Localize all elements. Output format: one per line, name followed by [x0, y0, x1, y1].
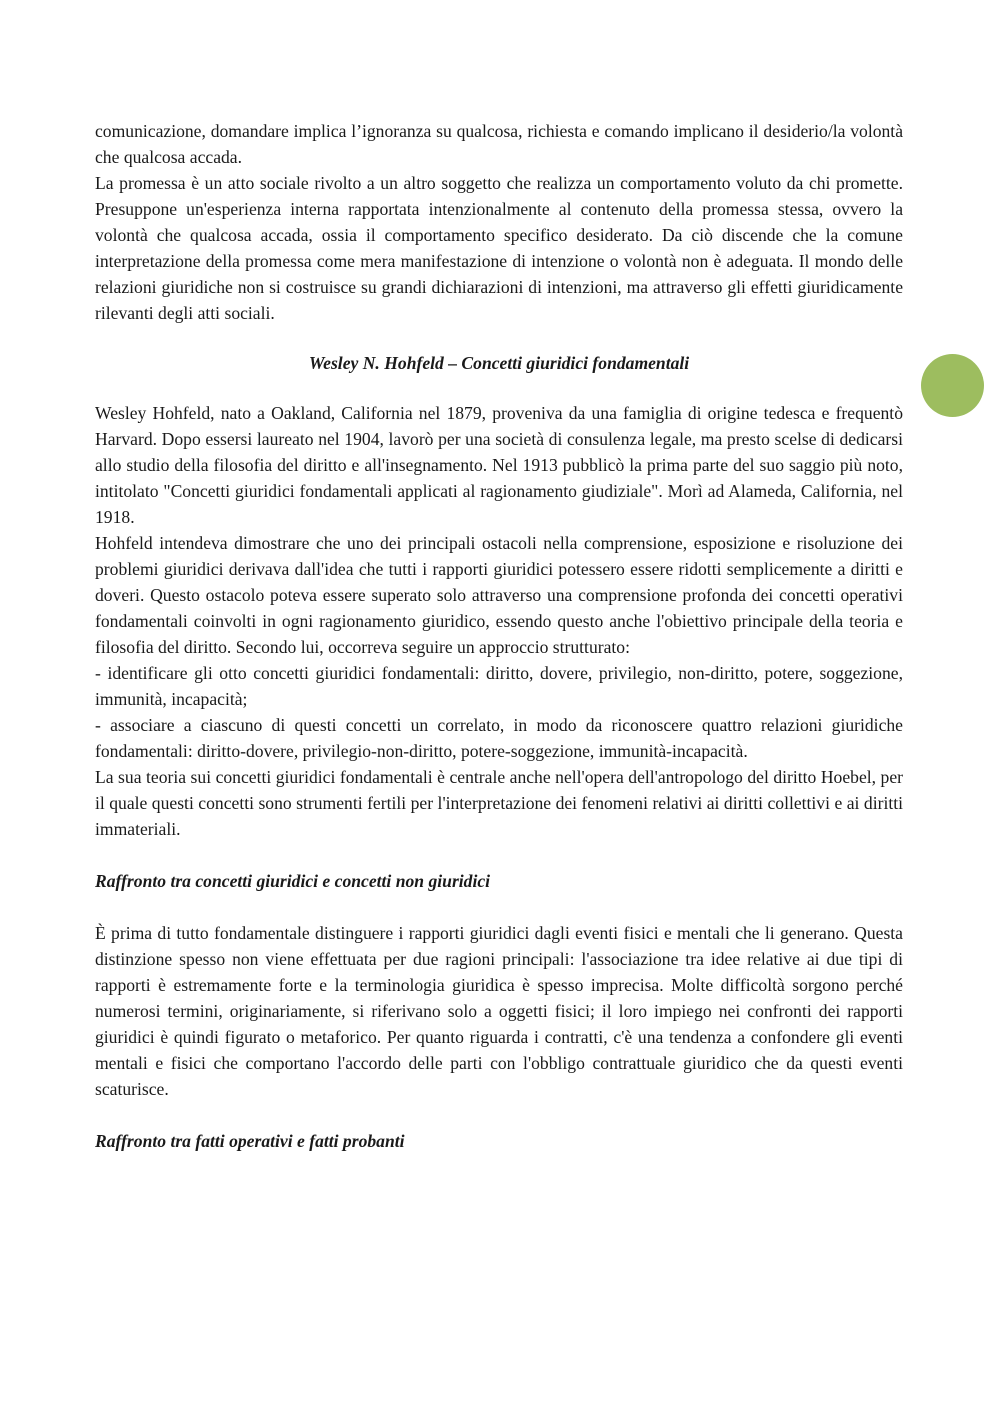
section-title-hohfeld: Wesley N. Hohfeld – Concetti giuridici fondamentali — [308, 353, 690, 373]
hohfeld-paragraph-bio: Wesley Hohfeld, nato a Oakland, California nel 1879, proveniva da una famiglia di origine tedesca e frequentò Harvard. Dopo essersi laureato nel 1904, lavorò per una società di consulenza legale, ma presto scelse di dedicarsi allo studio della filosofia del diritto e all'insegnamento. Nel 1913 pubblicò la prima parte del suo saggio più noto, intitolato "Concetti giuridici fondamentali applicati al ragionamento giudiziale". Morì ad Alameda, California, nel 1918. — [95, 403, 903, 527]
section-marker-dot — [921, 354, 984, 417]
subsection-title-concetti: Raffronto tra concetti giuridici e concetti non giuridici — [95, 871, 491, 891]
intro-paragraph-2: La promessa è un atto sociale rivolto a un altro soggetto che realizza un comportamento voluto da chi promette. Presuppone un'esperienza interna rapportata intenzionalmente al contenuto della promessa stessa, ovvero la volontà che qualcosa accada, ossia il comportamento specifico desiderato. Da ciò discende che la comune interpretazione della promessa come mera manifestazione di intenzione o volontà non è adeguata. Il mondo delle relazioni giuridiche non si costruisce su grandi dichiarazioni di intenzioni, ma attraverso gli effetti giuridicamente rilevanti degli atti sociali. — [95, 173, 903, 323]
intro-paragraph-1: comunicazione, domandare implica l’ignoranza su qualcosa, richiesta e comando implicano il desiderio/la volontà che qualcosa accada. — [95, 121, 903, 167]
hohfeld-list-item-2: - associare a ciascuno di questi concetti un correlato, in modo da riconoscere quattro relazioni giuridiche fondamentali: diritto-dovere, privilegio-non-diritto, potere-soggezione, immunità-incapacità. — [95, 715, 903, 761]
subsection-title-fatti: Raffronto tra fatti operativi e fatti probanti — [95, 1131, 405, 1151]
raffronto-paragraph: È prima di tutto fondamentale distinguere i rapporti giuridici dagli eventi fisici e mentali che li generano. Questa distinzione spesso non viene effettuata per due ragioni principali: l'associazione tra idee relative ai due tipi di rapporti è estremamente forte e la terminologia giuridica è spesso imprecisa. Molte difficoltà sorgono perché numerosi termini, originariamente, si riferivano solo a oggetti fisici; il loro impiego nei confronti dei rapporti giuridici è quindi figurato o metaforico. Per quanto riguarda i contratti, c'è una tendenza a confondere gli eventi mentali e fisici che comportano l'accordo delle parti con l'obbligo contrattuale giuridico che da questi eventi scaturisce. — [95, 923, 903, 1099]
document-page — [95, 118, 903, 1180]
hohfeld-paragraph-aim: Hohfeld intendeva dimostrare che uno dei principali ostacoli nella comprensione, esposizione e risoluzione dei problemi giuridici derivava dall'idea che tutti i rapporti giuridici potessero essere ridotti semplicemente a diritti e doveri. Questo ostacolo poteva essere superato solo attraverso una comprensione profonda dei concetti operativi fondamentali coinvolti in ogni ragionamento giuridico, essendo questo anche l'obiettivo principale della teoria e filosofia del diritto. Secondo lui, occorreva seguire un approccio strutturato: — [95, 533, 903, 657]
hohfeld-list-item-1: - identificare gli otto concetti giuridici fondamentali: diritto, dovere, privilegio, non-diritto, potere, soggezione, immunità, incapacità; — [95, 663, 903, 709]
hohfeld-paragraph-hoebel: La sua teoria sui concetti giuridici fondamentali è centrale anche nell'opera dell'antropologo del diritto Hoebel, per il quale questi concetti sono strumenti fertili per l'interpretazione dei fenomeni relativi ai diritti collettivi e ai diritti immateriali. — [95, 767, 903, 839]
